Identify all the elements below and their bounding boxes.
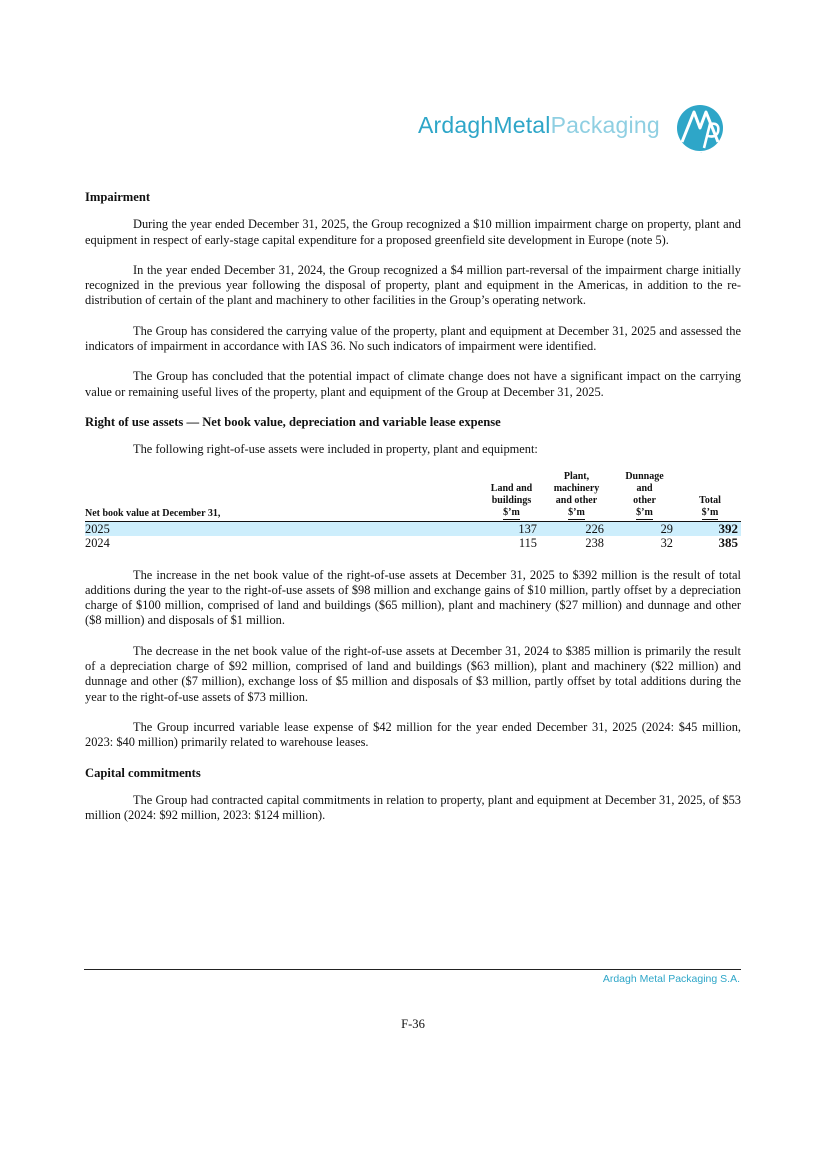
company-logo [418,102,728,152]
footer-company-name: Ardagh Metal Packaging S.A. [602,973,740,985]
impairment-paragraph-1: During the year ended December 31, 2025, the Group recognized a $10 million impairment charge on property, plant and equipment in respect of early-stage capital expenditure for a proposed greenfield site development in Europe (note 5). [85,217,741,247]
rou-paragraph-2: The decrease in the net book value of the right-of-use assets at December 31, 2024 to $385 million is primarily the result of a depreciation charge of $92 million, comprised of land and buildings ($63 million), plant and machinery ($22 million) and dunnage and other ($7 million), exchange loss of $5 million and disposals of $3 million, partly offset by total additions during the year to the right-of-use assets of $73 million. [85,643,741,704]
table-row-2025 [85,521,741,536]
rou-paragraph-3: The Group incurred variable lease expense of $42 million for the year ended December 31, 2025 (2024: $45 million, 2023: $40 million) primarily related to warehouse leases. [85,719,741,750]
col-header-total: Total $’m [699,494,721,518]
document-body [85,190,741,838]
impairment-paragraph-2: In the year ended December 31, 2024, the Group recognized a $4 million part-reversal of the impairment charge initially recognized in the previous year following the disposal of property, plant and equipment in the Americas, in addition to the re-distribution of certain of the plant and machinery to other facilities in the Group’s operating network. [85,262,741,308]
table-row-2024 [85,536,741,550]
rou-table-header [85,471,741,522]
col-header-land-buildings: Land and buildings $’m [490,482,533,518]
cell-land: 137 [480,521,543,536]
rou-intro: The following right-of-use assets were included in property, plant and equipment: [133,442,538,457]
footer-divider [84,969,741,970]
row-year: 2024 [85,535,110,550]
page-number: F-36 [401,1017,425,1031]
logo-wordmark: ArdaghMetalPackaging [418,112,660,138]
cell-plant: 226 [543,521,610,536]
cell-total: 392 [679,521,741,536]
rou-table [85,471,741,550]
cell-total: 385 [718,534,738,550]
logo-mark-text: AMP [700,153,703,154]
capital-paragraph-1: The Group had contracted capital commitments in relation to property, plant and equipment at December 31, 2025, of $53 million (2024: $92 million, 2023: $124 million). [85,792,741,823]
cell-dunnage: 29 [610,521,679,536]
rou-paragraph-1: The increase in the net book value of the right-of-use assets at December 31, 2025 to $392 million is the result of total additions during the year to the right-of-use assets of $98 million and exchange gains of $10 million, partly offset by a depreciation charge of $100 million, comprised of land and buildings ($65 million), plant and machinery ($27 million) and dunnage and other ($8 million) and disposals of $1 million. [85,567,741,628]
col-header-net-book-value: Net book value at December 31, [85,507,221,519]
col-header-plant-machinery: Plant, machinery and other $’m [553,470,600,518]
col-header-dunnage: Dunnage and other $’m [625,470,664,518]
cell-dunnage: 32 [660,535,673,550]
rou-heading: Right of use assets — Net book value, depreciation and variable lease expense [85,414,501,429]
amp-logo-icon [674,102,726,154]
capital-heading: Capital commitments [85,765,201,780]
cell-land: 115 [518,535,537,550]
row-year: 2025 [85,521,480,536]
impairment-heading: Impairment [85,190,151,204]
impairment-paragraph-3: The Group has considered the carrying value of the property, plant and equipment at December 31, 2025 and assessed the indicators of impairment in accordance with IAS 36. No such indicators of impairment were identified. [85,323,741,354]
cell-plant: 238 [585,535,604,550]
impairment-paragraph-4: The Group has concluded that the potential impact of climate change does not have a significant impact on the carrying value or remaining useful lives of the property, plant and equipment of the Group at December 31, 2025. [85,369,741,399]
